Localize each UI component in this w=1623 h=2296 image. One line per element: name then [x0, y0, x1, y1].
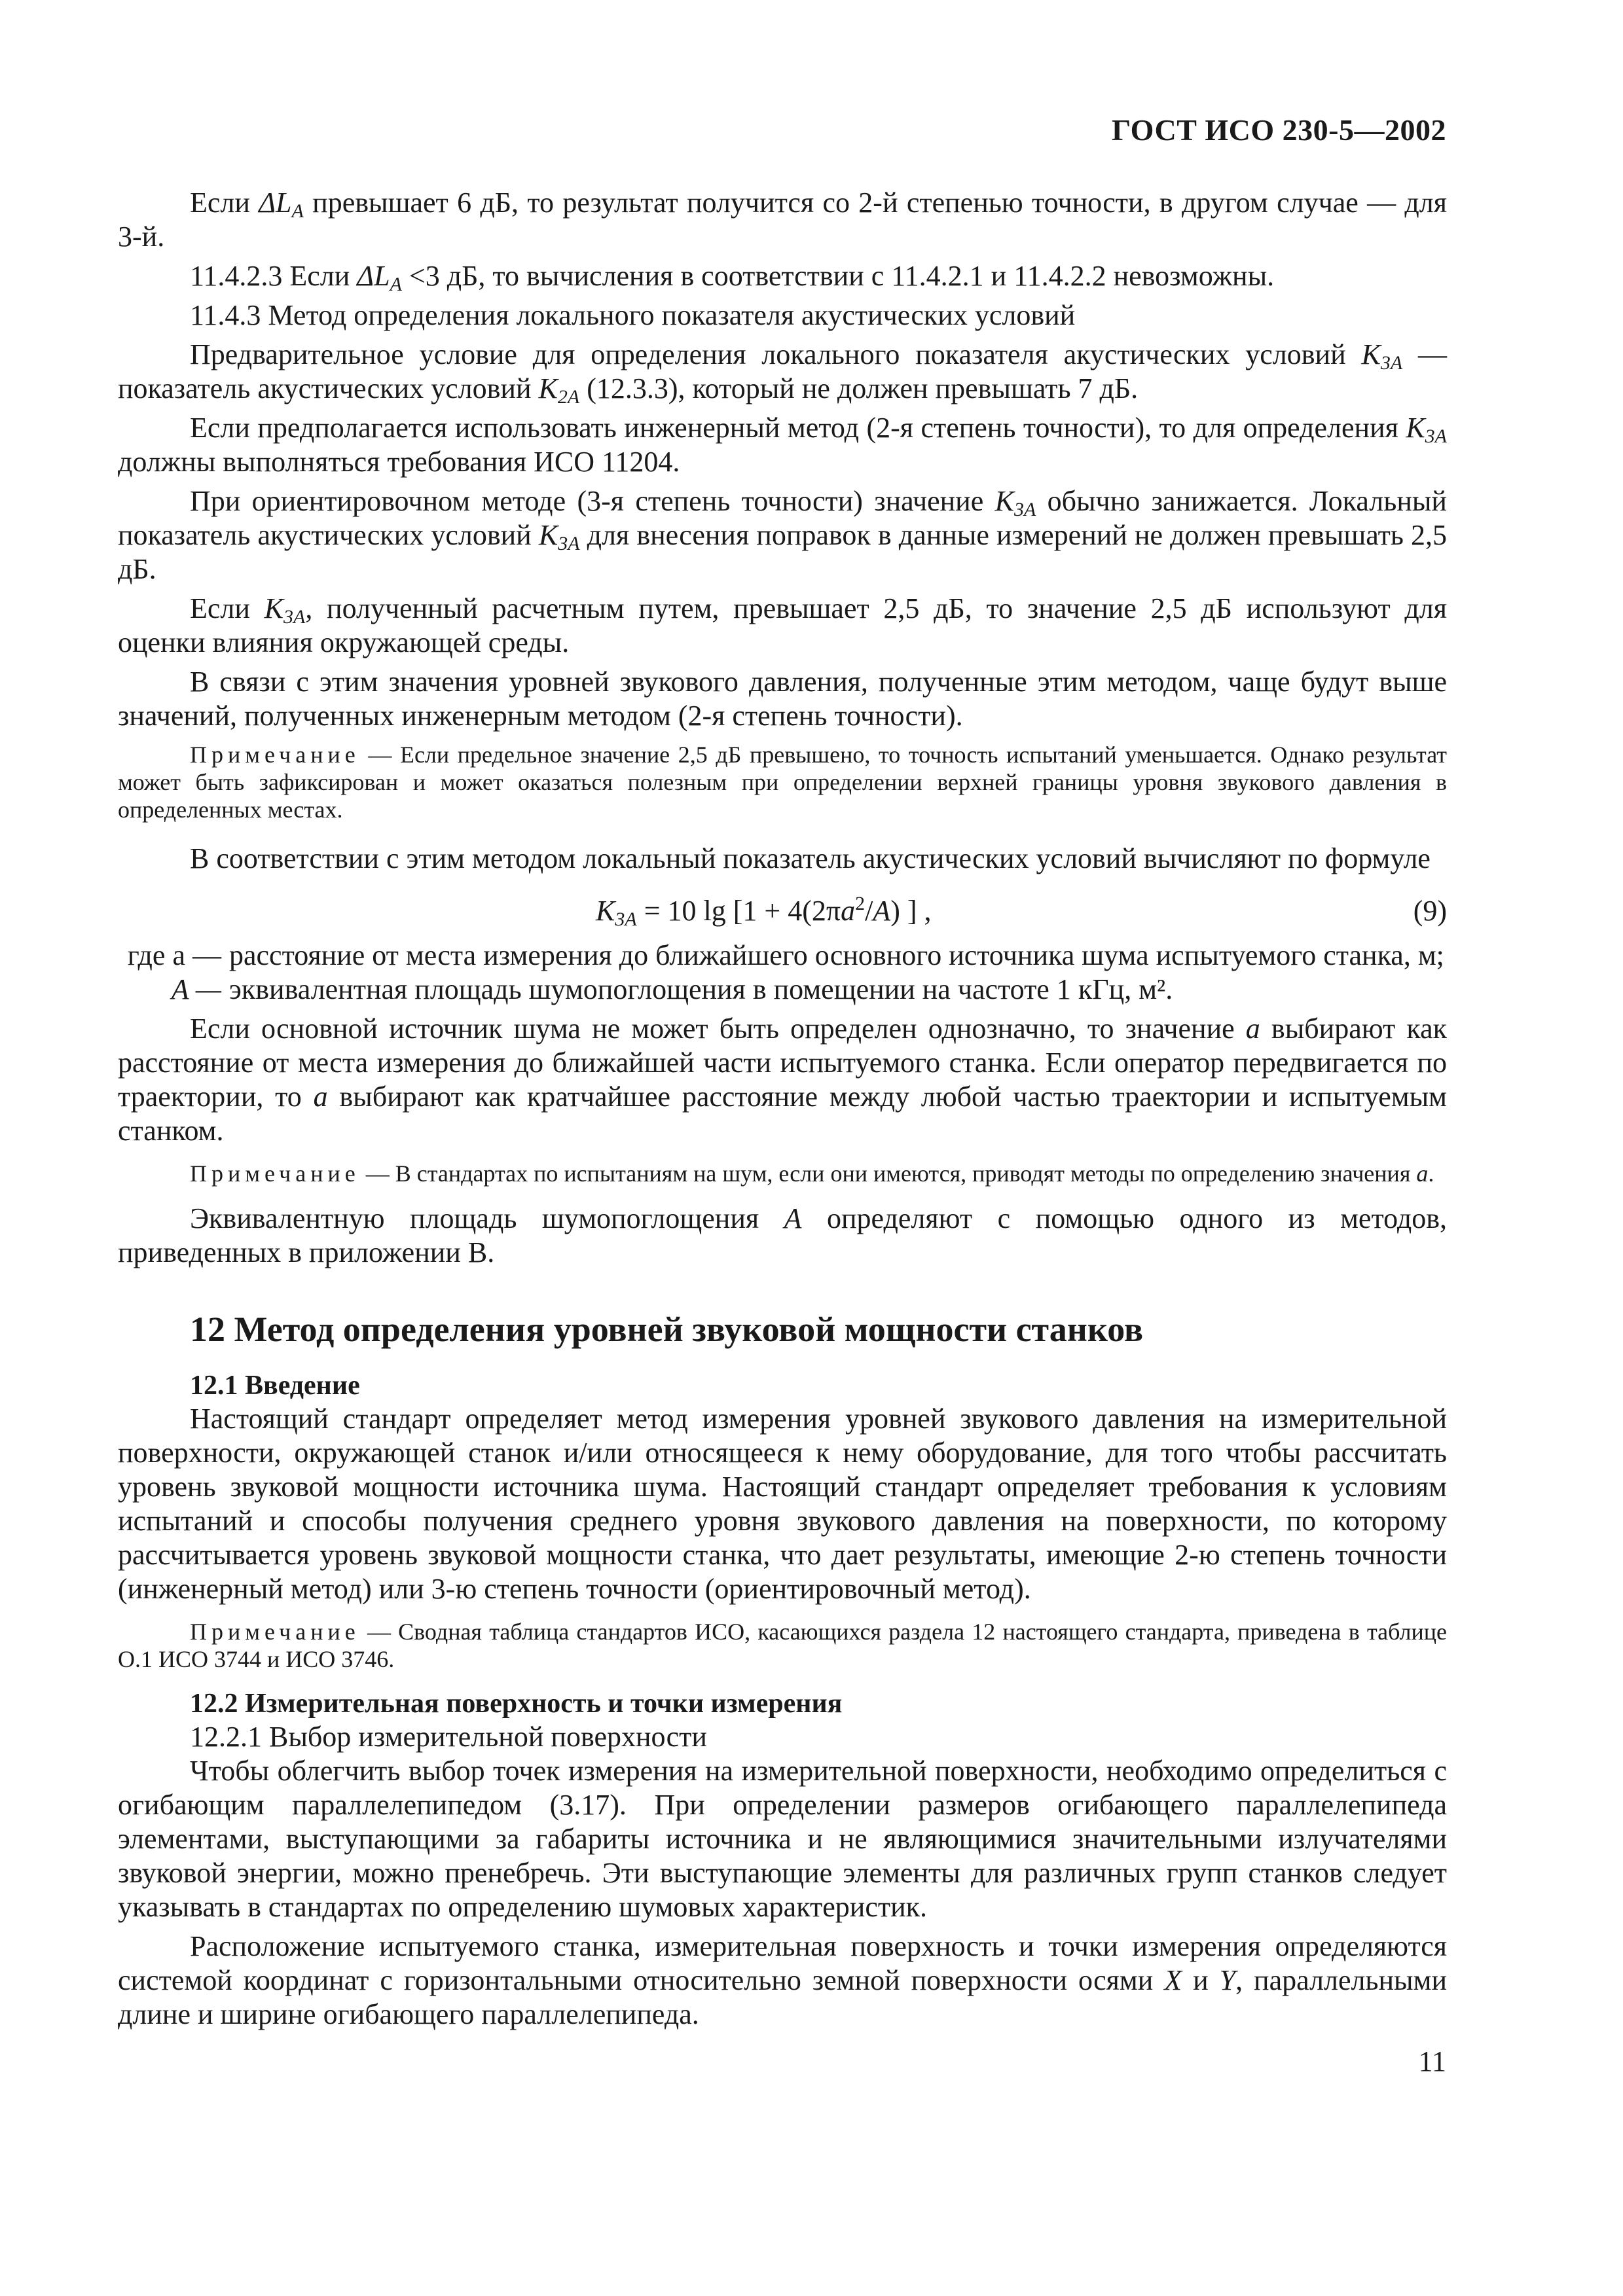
paragraph-main-source: Если основной источник шума не может быть определен однозначно, то значение a выбирают как расстояние от места измерения до ближайшей части испытуемого станка. Если оператор передвигается по траектории, то a выбирают как кратчайшее расстояние между любой частью траектории и испытуемым станком.: [118, 1013, 1448, 1147]
clause-11-4-3: 11.4.3 Метод определения локального показателя акустических условий: [190, 299, 1076, 331]
formula-9: [118, 890, 1447, 932]
paragraph-delta-la: Если $\Delta L_A$ превышает 6 дБ, то результат получится со 2-й степенью точности, в другом случае — для 3-й.: [118, 187, 1447, 253]
paragraph-k3a-exceeds: Если $K_{3A}$, полученный расчетным путем, превышает 2,5 дБ, то значение 2,5 дБ используют для оценки влияния окружающей среды.: [118, 592, 1447, 658]
document-body: [118, 186, 1447, 2032]
paragraph-precondition: Предварительное условие для определения локального показателя акустических условий $K_{3A}$ — показатель акустических условий $K_{2A}$ (12.3.3), который не должен превышать 7 дБ.: [118, 338, 1448, 408]
paragraph-absorption-area: Эквивалентную площадь шумопоглощения A определяют с помощью одного из методов, приведенных в приложении В.: [118, 1202, 1447, 1268]
section-12-2-1-text: Чтобы облегчить выбор точек измерения на измерительной поверхности, необходимо определиться с огибающим параллелепипедом (3.17). При определении размеров огибающего параллелепипеда элементами, выступающими за габариты источника и не являющимися значительными излучателями звуковой энергии, можно пренебречь. Эти выступающие элементы для различных групп станков следует указывать в стандартах по определению шумовых характеристик.: [118, 1755, 1447, 1923]
note-3: Примечание — Сводная таблица стандартов ИСО, касающихся раздела 12 настоящего стандарта, приведена в таблице О.1 ИСО 3744 и ИСО 3746.: [118, 1619, 1447, 1672]
clause-11-4-2-3: 11.4.2.3 Если $\Delta L_A <3$ дБ, то вычисления в соответствии с 11.4.2.1 и 11.4.2.2 невозможны.: [190, 260, 1275, 295]
formula-number: (9): [1413, 895, 1447, 927]
section-12-1-text: Настоящий стандарт определяет метод измерения уровней звукового давления на измерительной поверхности, окружающей станок и/или относящееся к нему оборудование, для того чтобы рассчитать уровень звуковой мощности источника шума. Настоящий стандарт определяет требования к условиям испытаний и способы получения среднего уровня звукового давления на поверхности, по которому рассчитывается уровень звуковой мощности станка, что дает результаты, имеющие 2-ю степень точности (инженерный метод) или 3-ю степень точности (ориентировочный метод).: [118, 1403, 1447, 1605]
section-12-2-title: 12.2 Измерительная поверхность и точки измерения: [190, 1689, 843, 1719]
paragraph-sound-levels: В связи с этим значения уровней звукового давления, полученные этим методом, чаще будут выше значений, полученных инженерным методом (2-я степень точности).: [118, 666, 1447, 732]
paragraph-survey-method: При ориентировочном методе (3-я степень точности) значение $K_{3A}$ обычно занижается. Локальный показатель акустических условий $K_{3A}$ для внесения поправок в данные измерений не должен превышать 2,5 дБ.: [118, 485, 1447, 585]
paragraph-engineering-method: Если предполагается использовать инженерный метод (2-я степень точности), то для определения $K_{3A}$ должны выполняться требования ИСО 11204.: [118, 412, 1447, 478]
section-12-2-1-coordinates: Расположение испытуемого станка, измерительная поверхность и точки измерения определяются системой координат с горизонтальными относительно земной поверхности осями X и Y, параллельными длине и ширине огибающего параллелепипеда.: [118, 1930, 1448, 2030]
section-12-2-1-title: 12.2.1 Выбор измерительной поверхности: [190, 1721, 707, 1753]
where-item-a: где a — расстояние от места измерения до ближайшего основного источника шума испытуемого станка, м;: [127, 939, 1444, 971]
formula-expression: $K_{3A} = 10$ $\lg [1 + 4(2\pi a^2/A)$ ] ,: [596, 893, 932, 930]
note-2: Примечание — В стандартах по испытаниям на шум, если они имеются, приводят методы по определению значения a.: [190, 1160, 1434, 1187]
document-header: ГОСТ ИСО 230-5—2002: [1112, 113, 1446, 147]
section-12-1-title: 12.1 Введение: [190, 1371, 360, 1401]
note-1: Примечание — Если предельное значение 2,5 дБ превышено, то точность испытаний уменьшается. Однако результат может быть зафиксирован и может оказаться полезным при определении верхней границы уровня звукового давления в определенных местах.: [118, 742, 1447, 823]
where-item-area: A — эквивалентная площадь шумопоглощения в помещении на частоте 1 кГц, м².: [171, 973, 1173, 1005]
section-12-title: 12 Метод определения уровней звуковой мощности станков: [190, 1310, 1144, 1349]
paragraph-formula-intro: В соответствии с этим методом локальный показатель акустических условий вычисляют по формуле: [190, 842, 1431, 874]
page-number: 11: [1418, 2045, 1446, 2077]
